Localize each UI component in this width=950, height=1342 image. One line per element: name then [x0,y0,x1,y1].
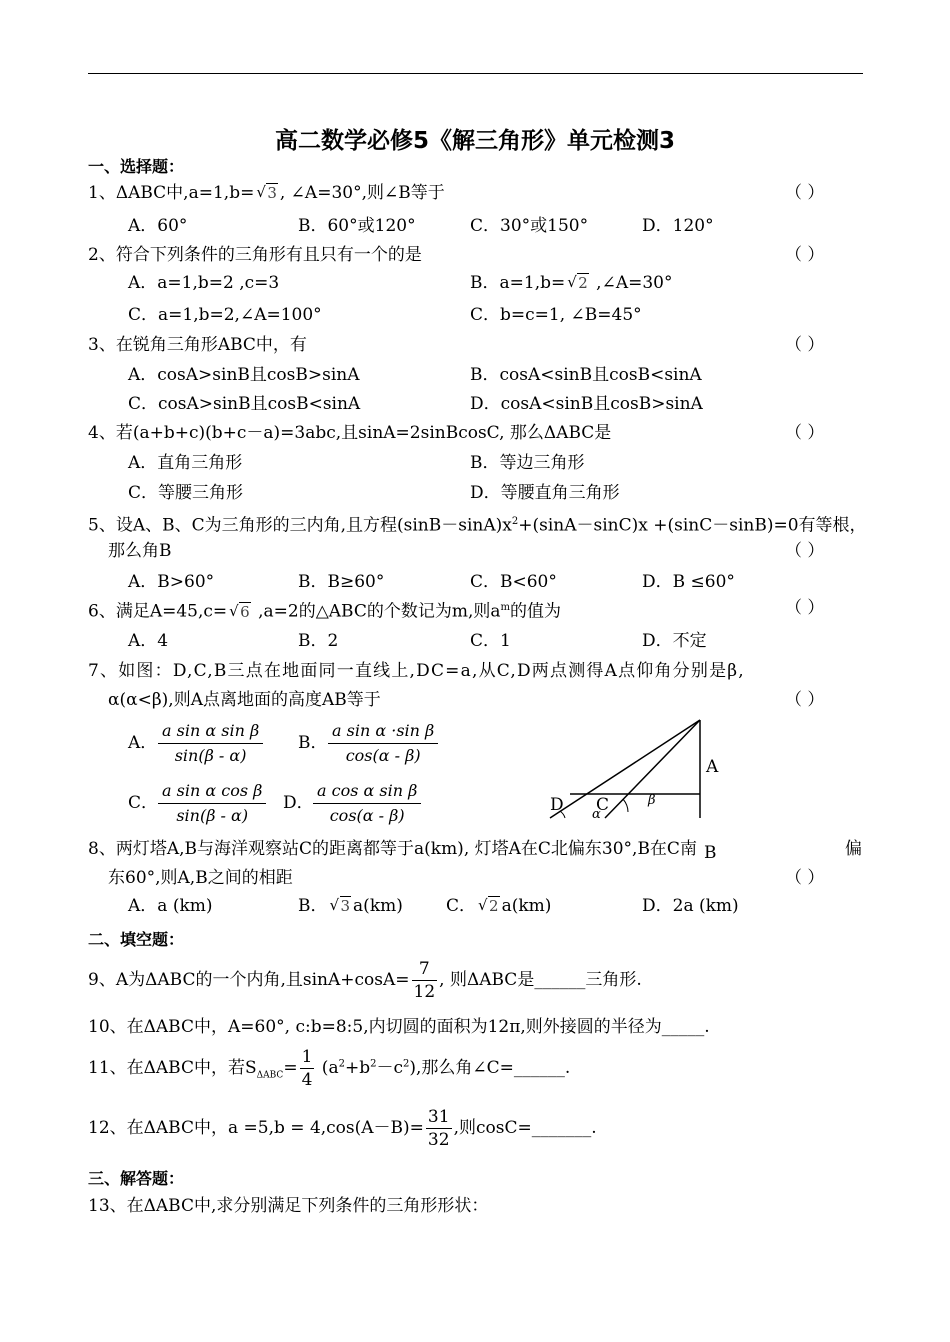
label-alpha: α [592,807,601,822]
q7-option-c-fraction: a sin α cos β sin(β - α) [158,779,266,828]
section-heading-choice: 一、选择题： [88,157,185,176]
fraction: $\frac{31}{32}$ [427,1107,450,1150]
answer-paren: （ ） [785,868,825,888]
q4-option-d: D．等腰直角三角形 [470,483,620,503]
section-heading-fill: 二、填空题： [88,930,185,949]
fraction: $\frac{7}{12}$ [413,959,436,1002]
sqrt-symbol: √ 6 [229,601,251,623]
label-b: B [704,843,717,863]
question-5-line-1: 5、设A、B、C为三角形的三内角,且方程$(\sin B-\sin A)x^2+(\sin A-\sin C)x +(\sin C-\sin B)=0$有等根， [88,515,867,536]
sqrt-symbol: √ 3 [256,182,278,204]
q1-option-a: A．60° [128,216,188,236]
q5-option-a: A．B>60° [128,572,215,592]
sqrt-symbol: √ 2 [478,895,500,917]
question-13: 13、在ΔABC中,求分别满足下列条件的三角形形状： [88,1196,489,1216]
question-8-line-1: 8、两灯塔A,B与海洋观察站C的距离都等于a(km), 灯塔A在C北偏东30°,B在C南 [88,839,697,859]
q6-option-d: D．不定 [642,631,707,651]
q7-option-b-fraction: a sin α ·sin β cos(α - β) [328,719,438,768]
question-7-line-2: α(α<β),则A点离地面的高度AB等于 [108,690,381,710]
q2-option-c: C．a=1,b=2,∠A=100° [128,305,322,325]
question-10: 10、在ΔABC中，A=60°, c:b=8:5,内切圆的面积为12π,则外接圆的半径为_____. [88,1017,710,1037]
question-2: 2、符合下列条件的三角形有且只有一个的是 [88,245,422,265]
question-1: 1、ΔABC中,a=1,b=√ 3 , ∠A=30°,则∠B等于 [88,182,445,204]
q4-option-a: A．直角三角形 [128,453,243,473]
question-4: 4、若(a+b+c)(b+c－a)=3abc,且sinA=2sinBcosC, 那么ΔABC是 [88,423,612,443]
q7-option-d-label: D． [283,793,314,813]
label-a: A [706,757,719,777]
beta-arc [623,799,628,812]
answer-paren: （ ） [785,183,825,203]
sqrt-symbol: √ 3 [330,895,352,917]
q6-option-b: B．2 [298,631,339,651]
question-5-line-2: 那么角B [108,541,172,561]
answer-paren: （ ） [785,335,825,355]
q8-option-a: A．a (km) [128,896,213,916]
q3-option-d: D．cosA<sinB且cosB>sinA [470,394,703,414]
q7-option-a-label: A． [128,733,158,753]
q5-option-c: C．B<60° [470,572,557,592]
q6-option-c: C．1 [470,631,511,651]
sqrt-symbol: √ 2 [567,272,589,294]
q4-option-b: B．等边三角形 [470,453,585,473]
q8-option-b: B．√ 3 a(km) [298,895,403,917]
q3-option-a: A．cosA>sinB且cosB>sinA [128,365,360,385]
q5-option-b: B．B≥60° [298,572,385,592]
q4-option-c: C．等腰三角形 [128,483,244,503]
label-c: C [596,795,610,815]
question-6: 6、满足A=45,c=√ 6 ,a=2的△ABC的个数记为m,则$a^m$的值为 [88,597,561,623]
q7-option-d-fraction: a cos α sin β cos(α - β) [313,779,421,828]
answer-paren: （ ） [785,598,825,618]
question-8-line-2: 东60°,则A,B之间的相距 [108,868,293,888]
top-rule [88,73,863,74]
q7-option-a-fraction: a sin α sin β sin(β - α) [158,719,263,768]
answer-paren: （ ） [785,423,825,443]
q8-option-d: D．2a (km) [642,896,739,916]
q3-option-b: B．cosA<sinB且cosB<sinA [470,365,702,385]
answer-paren: （ ） [785,541,825,561]
q7-elevation-figure [540,710,740,863]
q2-option-a: A．a=1,b=2 ,c=3 [128,273,280,293]
label-beta: β [648,793,656,808]
q1-option-d: D．120° [642,216,714,236]
q1-option-b: B．60°或120° [298,216,416,236]
q1-option-c: C．30°或150° [470,216,589,236]
section-heading-answer: 三、解答题： [88,1169,185,1188]
q3-option-c: C．cosA>sinB且cosB<sinA [128,394,361,414]
sight-line-d [550,720,700,818]
page-title: 高二数学必修5《解三角形》单元检测3 [274,128,675,154]
q5-option-d: D．B ≤60° [642,572,735,592]
label-d: D [550,795,564,815]
question-3: 3、在锐角三角形ABC中，有 [88,335,307,355]
question-9: 9、A为ΔABC的一个内角,且sinA+cosA= $\frac{7}{12}$ , 则ΔABC是______三角形. [88,959,642,1002]
question-12: 12、在ΔABC中，a =5,b = 4,cos(A－B)= $\frac{31}{32}$ ,则cosC=_______. [88,1107,597,1150]
answer-paren: （ ） [785,690,825,710]
fraction: $\frac{1}{4}$ [301,1047,313,1090]
q2-option-b: B．a=1,b=√ 2 ,∠A=30° [470,272,672,294]
q7-option-c-label: C． [128,793,159,813]
q7-option-b-label: B． [298,733,328,753]
q6-option-a: A．4 [128,631,169,651]
question-7-line-1: 7、如图：D,C,B三点在地面同一直线上,DC=a,从C,D两点测得A点仰角分别是β, [88,661,745,681]
question-11: 11、在ΔABC中，若$S_{\Delta ABC}=$ $\frac{1}{4}$ $(a^2+b^2-c^2)$,那么角∠C=______. [88,1047,571,1090]
answer-paren: （ ） [785,245,825,265]
q8-option-c: C．√ 2 a(km) [446,895,551,917]
question-8-line-1-end: 偏 [845,839,862,859]
q2-option-d: C．b=c=1, ∠B=45° [470,305,642,325]
